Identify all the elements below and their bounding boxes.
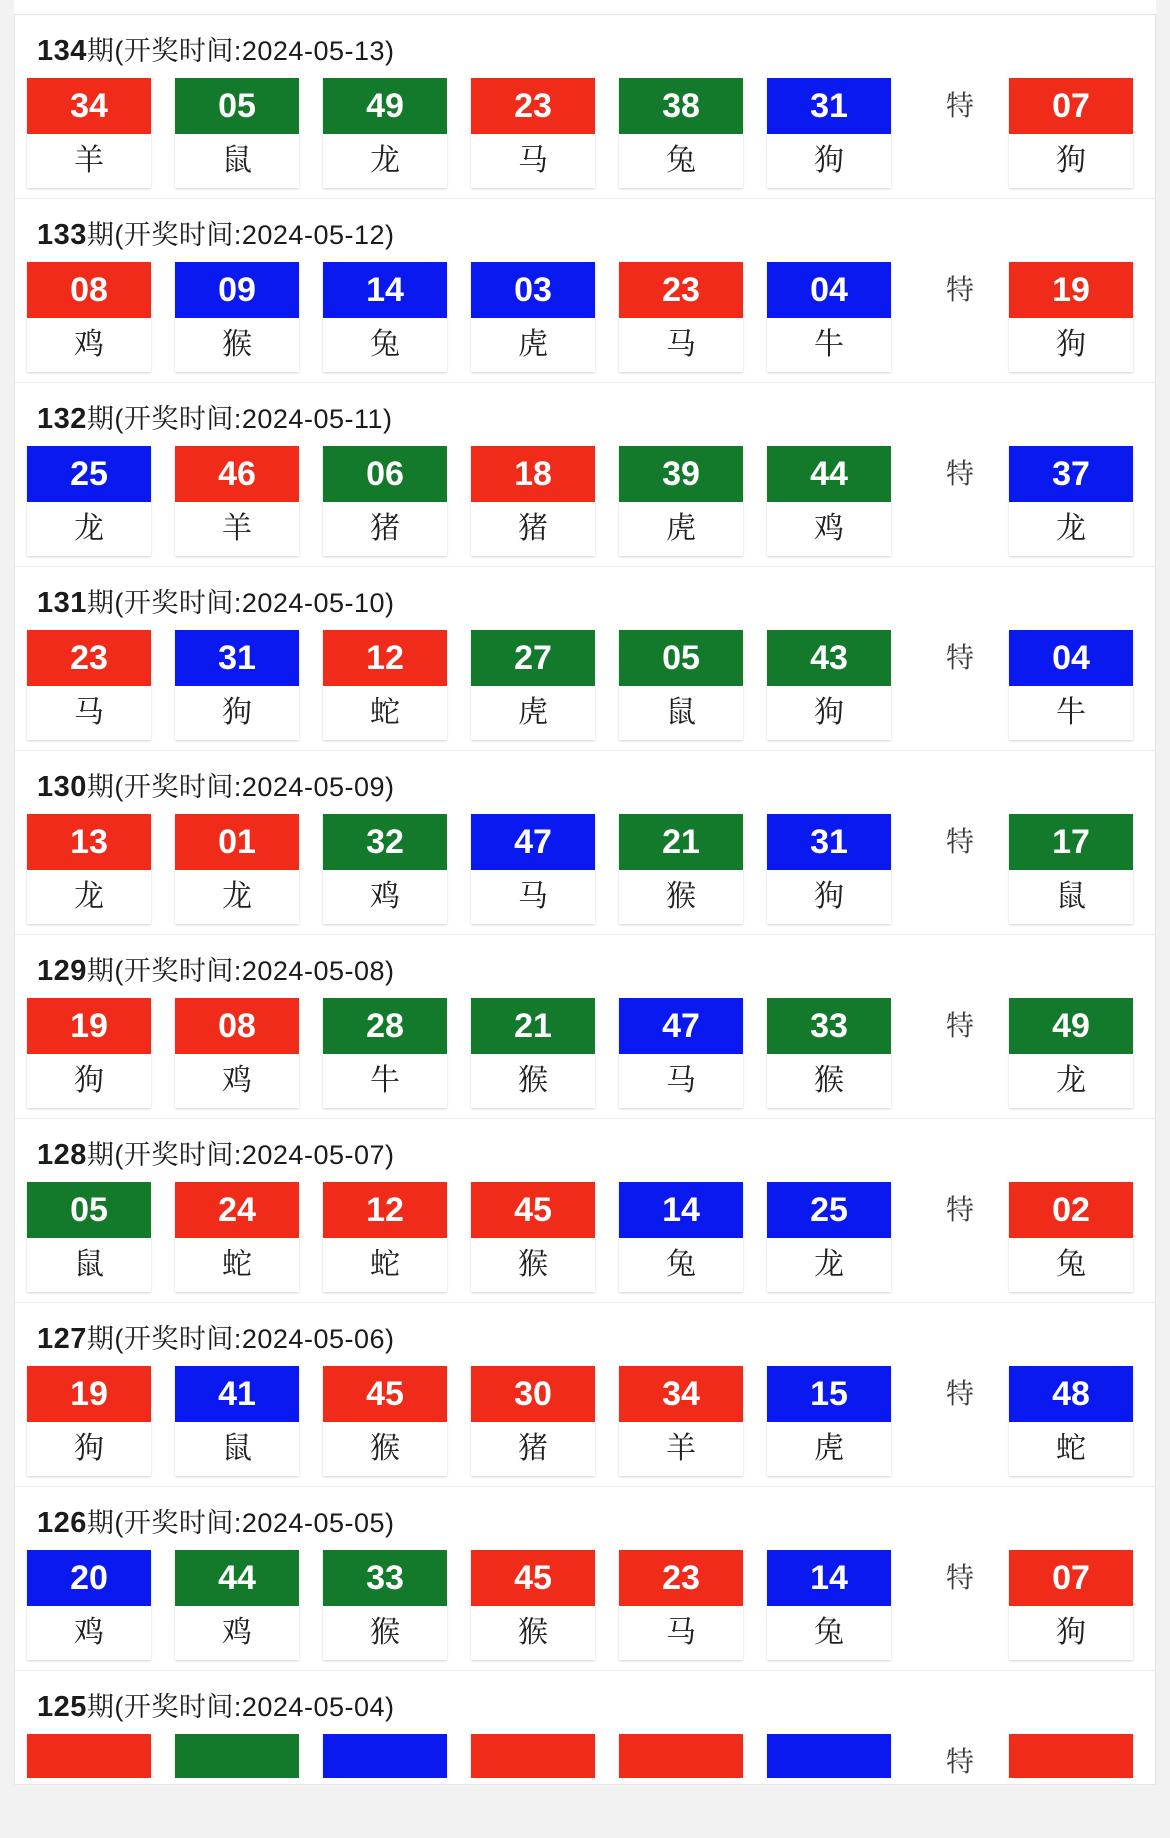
- lottery-ball: [619, 1182, 743, 1292]
- ball-zodiac: 马: [27, 686, 151, 740]
- lottery-ball: [471, 1182, 595, 1292]
- ball-number: 09: [175, 262, 299, 318]
- lottery-ball: [27, 1550, 151, 1660]
- ball-number: 45: [323, 1366, 447, 1422]
- special-ball-number: 02: [1009, 1182, 1133, 1238]
- ball-number: 45: [471, 1550, 595, 1606]
- draw-block: [15, 567, 1155, 751]
- draw-date-text: 期(开奖时间:2024-05-08): [86, 956, 395, 986]
- balls-row: [15, 1734, 1155, 1778]
- special-lottery-ball: [1009, 1182, 1133, 1292]
- lottery-ball: [27, 78, 151, 188]
- special-ball-label: 特: [945, 458, 974, 489]
- ball-number: 05: [619, 630, 743, 686]
- ball-zodiac: 羊: [619, 1422, 743, 1476]
- ball-zodiac: 虎: [619, 502, 743, 556]
- balls-row: [15, 630, 1155, 744]
- ball-zodiac: 鸡: [767, 502, 891, 556]
- ball-zodiac: 蛇: [175, 1238, 299, 1292]
- lottery-ball: [27, 1366, 151, 1476]
- special-lottery-ball: [1009, 630, 1133, 740]
- ball-zodiac: 蛇: [323, 686, 447, 740]
- ball-zodiac: 兔: [767, 1606, 891, 1660]
- special-ball-number: 48: [1009, 1366, 1133, 1422]
- draw-block: [15, 1487, 1155, 1671]
- lottery-ball: [619, 814, 743, 924]
- special-ball-label: 特: [945, 90, 974, 121]
- draw-issue-number: 127: [37, 1323, 87, 1355]
- lottery-ball: [767, 814, 891, 924]
- special-ball-label: 特: [945, 642, 974, 673]
- draw-issue-number: 129: [37, 955, 87, 987]
- ball-zodiac: 猪: [323, 502, 447, 556]
- ball-zodiac: 鸡: [27, 318, 151, 372]
- lottery-ball: [175, 262, 299, 372]
- special-ball-number: 37: [1009, 446, 1133, 502]
- draw-issue-number: 130: [37, 771, 87, 803]
- ball-number: 14: [323, 262, 447, 318]
- ball-number: 44: [767, 446, 891, 502]
- lottery-ball: [175, 1366, 299, 1476]
- draw-header: [15, 15, 1155, 78]
- ball-number: 06: [323, 446, 447, 502]
- lottery-ball: [27, 630, 151, 740]
- ball-number: 34: [619, 1366, 743, 1422]
- special-lottery-ball: [1009, 1550, 1133, 1660]
- draw-header: [15, 383, 1155, 446]
- special-lottery-ball: [1009, 446, 1133, 556]
- draw-issue-number: 134: [37, 35, 87, 67]
- lottery-ball: [175, 1550, 299, 1660]
- ball-number: 12: [323, 630, 447, 686]
- lottery-ball: [767, 1182, 891, 1292]
- special-ball-zodiac: 兔: [1009, 1238, 1133, 1292]
- ball-zodiac: 鼠: [619, 686, 743, 740]
- ball-number: 18: [471, 446, 595, 502]
- ball-zodiac: 猴: [323, 1422, 447, 1476]
- special-ball-zodiac: 蛇: [1009, 1422, 1133, 1476]
- ball-number: 12: [323, 1182, 447, 1238]
- ball-number: 04: [767, 262, 891, 318]
- special-lottery-ball: [1009, 78, 1133, 188]
- lottery-ball: [471, 998, 595, 1108]
- special-ball-zodiac: 龙: [1009, 502, 1133, 556]
- ball-zodiac: 猪: [471, 502, 595, 556]
- special-ball-number: 07: [1009, 78, 1133, 134]
- ball-zodiac: 鸡: [323, 870, 447, 924]
- ball-zodiac: 虎: [471, 318, 595, 372]
- ball-zodiac: 马: [619, 1606, 743, 1660]
- ball-zodiac: 狗: [175, 686, 299, 740]
- lottery-ball: [27, 814, 151, 924]
- lottery-ball: [767, 1734, 891, 1778]
- balls-row: [15, 1550, 1155, 1664]
- ball-number: 45: [471, 1182, 595, 1238]
- ball-number: 49: [323, 78, 447, 134]
- ball-zodiac: 猴: [471, 1054, 595, 1108]
- ball-number: 23: [619, 1550, 743, 1606]
- ball-number: 38: [619, 78, 743, 134]
- ball-zodiac: 猴: [175, 318, 299, 372]
- lottery-ball: [323, 998, 447, 1108]
- draw-header: [15, 1303, 1155, 1366]
- draw-date-text: 期(开奖时间:2024-05-09): [86, 772, 395, 802]
- lottery-ball: [323, 446, 447, 556]
- lottery-ball: [471, 78, 595, 188]
- ball-zodiac: 鸡: [175, 1054, 299, 1108]
- ball-number: 03: [471, 262, 595, 318]
- lottery-ball: [767, 998, 891, 1108]
- special-ball-zodiac: 鼠: [1009, 870, 1133, 924]
- left-rail: [0, 0, 14, 1838]
- draw-header: [15, 567, 1155, 630]
- ball-number: [471, 1734, 595, 1778]
- lottery-ball: [619, 446, 743, 556]
- ball-zodiac: 龙: [767, 1238, 891, 1292]
- lottery-ball: [175, 1182, 299, 1292]
- lottery-ball: [767, 78, 891, 188]
- draw-block: [15, 1671, 1155, 1785]
- special-ball-label: 特: [945, 1378, 974, 1409]
- ball-number: 19: [27, 998, 151, 1054]
- ball-zodiac: 鸡: [27, 1606, 151, 1660]
- draw-header: [15, 1119, 1155, 1182]
- ball-number: 21: [471, 998, 595, 1054]
- lottery-ball: [175, 630, 299, 740]
- ball-number: 24: [175, 1182, 299, 1238]
- balls-row: [15, 446, 1155, 560]
- ball-number: 05: [175, 78, 299, 134]
- ball-zodiac: 兔: [323, 318, 447, 372]
- draw-issue-number: 131: [37, 587, 87, 619]
- draw-date-text: 期(开奖时间:2024-05-10): [86, 588, 395, 618]
- balls-row: [15, 998, 1155, 1112]
- ball-number: 47: [471, 814, 595, 870]
- special-ball-number: 17: [1009, 814, 1133, 870]
- draw-header: [15, 1487, 1155, 1550]
- ball-zodiac: 鼠: [175, 1422, 299, 1476]
- lottery-ball: [767, 262, 891, 372]
- lottery-ball: [175, 78, 299, 188]
- draw-issue-number: 133: [37, 219, 87, 251]
- ball-number: 47: [619, 998, 743, 1054]
- ball-zodiac: 狗: [767, 870, 891, 924]
- lottery-ball: [471, 1734, 595, 1778]
- lottery-ball: [323, 1550, 447, 1660]
- ball-zodiac: 牛: [323, 1054, 447, 1108]
- ball-number: [175, 1734, 299, 1778]
- special-lottery-ball: [1009, 998, 1133, 1108]
- balls-row: [15, 814, 1155, 928]
- lottery-ball: [767, 446, 891, 556]
- ball-number: 34: [27, 78, 151, 134]
- special-ball-label: 特: [945, 1010, 974, 1041]
- ball-zodiac: 虎: [471, 686, 595, 740]
- ball-zodiac: 龙: [27, 502, 151, 556]
- ball-number: 15: [767, 1366, 891, 1422]
- special-lottery-ball: [1009, 262, 1133, 372]
- ball-zodiac: 龙: [323, 134, 447, 188]
- balls-row: [15, 1182, 1155, 1296]
- lottery-ball: [471, 1366, 595, 1476]
- special-ball-number: [1009, 1734, 1133, 1778]
- special-ball-zodiac: 狗: [1009, 318, 1133, 372]
- ball-number: 46: [175, 446, 299, 502]
- ball-zodiac: 兔: [619, 134, 743, 188]
- ball-zodiac: 虎: [767, 1422, 891, 1476]
- ball-number: 32: [323, 814, 447, 870]
- balls-row: [15, 78, 1155, 192]
- ball-zodiac: 猴: [471, 1606, 595, 1660]
- ball-number: 23: [471, 78, 595, 134]
- lottery-ball: [767, 1550, 891, 1660]
- draw-issue-number: 125: [37, 1691, 87, 1723]
- draw-date-text: 期(开奖时间:2024-05-05): [86, 1508, 395, 1538]
- lottery-ball: [619, 1366, 743, 1476]
- ball-number: 13: [27, 814, 151, 870]
- lottery-ball: [619, 262, 743, 372]
- draw-issue-number: 128: [37, 1139, 87, 1171]
- lottery-ball: [767, 630, 891, 740]
- lottery-ball: [471, 262, 595, 372]
- special-lottery-ball: [1009, 814, 1133, 924]
- ball-zodiac: 鼠: [175, 134, 299, 188]
- ball-number: 30: [471, 1366, 595, 1422]
- ball-number: 33: [767, 998, 891, 1054]
- ball-zodiac: 羊: [175, 502, 299, 556]
- lottery-ball: [323, 78, 447, 188]
- lottery-ball: [471, 630, 595, 740]
- ball-number: [323, 1734, 447, 1778]
- ball-number: 05: [27, 1182, 151, 1238]
- draw-date-text: 期(开奖时间:2024-05-13): [86, 36, 395, 66]
- special-ball-label: 特: [945, 1562, 974, 1593]
- right-rail: [1156, 0, 1170, 1838]
- ball-zodiac: 狗: [27, 1054, 151, 1108]
- draw-date-text: 期(开奖时间:2024-05-04): [86, 1692, 395, 1722]
- special-ball-zodiac: 狗: [1009, 134, 1133, 188]
- draw-date-text: 期(开奖时间:2024-05-12): [86, 220, 395, 250]
- ball-number: 25: [767, 1182, 891, 1238]
- lottery-ball: [323, 1366, 447, 1476]
- special-ball-zodiac: 牛: [1009, 686, 1133, 740]
- ball-number: 33: [323, 1550, 447, 1606]
- ball-zodiac: 狗: [767, 686, 891, 740]
- results-board: [14, 15, 1156, 1785]
- draw-header: [15, 751, 1155, 814]
- ball-zodiac: 蛇: [323, 1238, 447, 1292]
- ball-zodiac: 马: [619, 1054, 743, 1108]
- lottery-ball: [471, 814, 595, 924]
- draw-date-text: 期(开奖时间:2024-05-06): [86, 1324, 395, 1354]
- special-ball-label: 特: [945, 274, 974, 305]
- draw-header: [15, 1671, 1155, 1734]
- ball-zodiac: 马: [619, 318, 743, 372]
- ball-zodiac: 猴: [471, 1238, 595, 1292]
- ball-number: [619, 1734, 743, 1778]
- lottery-ball: [619, 998, 743, 1108]
- ball-number: 44: [175, 1550, 299, 1606]
- special-ball-label: 特: [945, 1194, 974, 1225]
- lottery-ball: [175, 814, 299, 924]
- lottery-ball: [175, 446, 299, 556]
- ball-zodiac: 鸡: [175, 1606, 299, 1660]
- special-lottery-ball: [1009, 1734, 1133, 1778]
- special-lottery-ball: [1009, 1366, 1133, 1476]
- ball-number: 31: [767, 814, 891, 870]
- draw-header: [15, 935, 1155, 998]
- special-ball-zodiac: 狗: [1009, 1606, 1133, 1660]
- ball-number: 27: [471, 630, 595, 686]
- draw-block: [15, 935, 1155, 1119]
- ball-number: 08: [175, 998, 299, 1054]
- ball-zodiac: 牛: [767, 318, 891, 372]
- ball-zodiac: 鼠: [27, 1238, 151, 1292]
- draw-block: [15, 15, 1155, 199]
- special-ball-number: 07: [1009, 1550, 1133, 1606]
- balls-row: [15, 262, 1155, 376]
- draw-date-text: 期(开奖时间:2024-05-07): [86, 1140, 395, 1170]
- lottery-ball: [27, 1182, 151, 1292]
- lottery-ball: [619, 1550, 743, 1660]
- lottery-ball: [471, 1550, 595, 1660]
- lottery-ball: [619, 78, 743, 188]
- draw-header: [15, 199, 1155, 262]
- ball-zodiac: 龙: [175, 870, 299, 924]
- lottery-ball: [323, 1734, 447, 1778]
- ball-zodiac: 兔: [619, 1238, 743, 1292]
- ball-number: 23: [27, 630, 151, 686]
- ball-zodiac: 猪: [471, 1422, 595, 1476]
- special-ball-label: 特: [945, 1746, 974, 1777]
- lottery-ball: [471, 446, 595, 556]
- lottery-ball: [767, 1366, 891, 1476]
- ball-number: 08: [27, 262, 151, 318]
- lottery-ball: [323, 814, 447, 924]
- top-strip: [0, 0, 1170, 15]
- lottery-ball: [27, 998, 151, 1108]
- draw-block: [15, 1303, 1155, 1487]
- lottery-ball: [323, 262, 447, 372]
- ball-number: 41: [175, 1366, 299, 1422]
- balls-row: [15, 1366, 1155, 1480]
- ball-number: 43: [767, 630, 891, 686]
- ball-number: 23: [619, 262, 743, 318]
- lottery-ball: [27, 262, 151, 372]
- ball-zodiac: 猴: [767, 1054, 891, 1108]
- draw-issue-number: 132: [37, 403, 87, 435]
- ball-zodiac: 羊: [27, 134, 151, 188]
- ball-number: 20: [27, 1550, 151, 1606]
- special-ball-zodiac: 龙: [1009, 1054, 1133, 1108]
- ball-number: 14: [619, 1182, 743, 1238]
- ball-number: 39: [619, 446, 743, 502]
- ball-number: 25: [27, 446, 151, 502]
- ball-number: 14: [767, 1550, 891, 1606]
- ball-number: 19: [27, 1366, 151, 1422]
- ball-number: 31: [767, 78, 891, 134]
- draw-block: [15, 1119, 1155, 1303]
- lottery-ball: [323, 1182, 447, 1292]
- lottery-ball: [323, 630, 447, 740]
- ball-zodiac: 猴: [619, 870, 743, 924]
- lottery-ball: [175, 1734, 299, 1778]
- lottery-ball: [619, 630, 743, 740]
- draw-block: [15, 199, 1155, 383]
- special-ball-number: 19: [1009, 262, 1133, 318]
- ball-number: 21: [619, 814, 743, 870]
- draw-date-text: 期(开奖时间:2024-05-11): [86, 404, 393, 434]
- lottery-ball: [619, 1734, 743, 1778]
- special-ball-label: 特: [945, 826, 974, 857]
- ball-number: [27, 1734, 151, 1778]
- ball-zodiac: 龙: [27, 870, 151, 924]
- lottery-ball: [175, 998, 299, 1108]
- draw-block: [15, 383, 1155, 567]
- ball-zodiac: 狗: [27, 1422, 151, 1476]
- lottery-ball: [27, 446, 151, 556]
- ball-zodiac: 马: [471, 870, 595, 924]
- special-ball-number: 04: [1009, 630, 1133, 686]
- ball-zodiac: 狗: [767, 134, 891, 188]
- ball-zodiac: 猴: [323, 1606, 447, 1660]
- ball-number: [767, 1734, 891, 1778]
- draw-issue-number: 126: [37, 1507, 87, 1539]
- ball-number: 28: [323, 998, 447, 1054]
- ball-number: 01: [175, 814, 299, 870]
- ball-zodiac: 马: [471, 134, 595, 188]
- draw-block: [15, 751, 1155, 935]
- ball-number: 31: [175, 630, 299, 686]
- special-ball-number: 49: [1009, 998, 1133, 1054]
- lottery-ball: [27, 1734, 151, 1778]
